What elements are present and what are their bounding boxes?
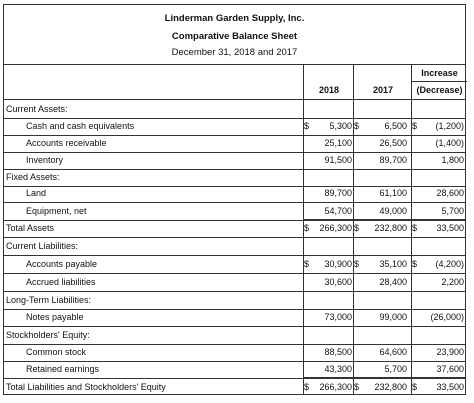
column-header-decrease: (Decrease) [416, 85, 463, 95]
row-label: Equipment, net [26, 206, 87, 216]
value-2017: 28,400 [379, 277, 407, 287]
subtotal-rule [412, 377, 466, 378]
table-row [4, 309, 465, 326]
dollar-sign: $ [304, 259, 310, 269]
value-2017: 89,700 [379, 155, 407, 165]
subtotal-rule [304, 219, 353, 220]
value-increase: (1,400) [435, 138, 464, 148]
table-row [4, 203, 465, 220]
value-2018: 91,500 [324, 155, 352, 165]
dollar-sign: $ [304, 223, 310, 233]
dollar-sign: $ [412, 259, 418, 269]
dollar-sign: $ [354, 382, 360, 392]
value-increase: (1,200) [435, 121, 464, 131]
subtotal-rule [304, 377, 353, 378]
dollar-sign: $ [304, 121, 310, 131]
dollar-sign: $ [354, 259, 360, 269]
row-label: Notes payable [26, 312, 84, 322]
subtotal-rule [354, 219, 411, 220]
company-name: Linderman Garden Supply, Inc. [164, 13, 305, 24]
value-increase: 1,800 [441, 155, 464, 165]
table-row [4, 327, 465, 344]
value-increase: (4,200) [435, 259, 464, 269]
header-divider [4, 99, 465, 100]
dollar-sign: $ [412, 223, 418, 233]
row-label: Retained earnings [26, 364, 100, 374]
title-block [4, 5, 465, 65]
value-increase: (26,000) [430, 312, 464, 322]
subtotal-rule [354, 377, 411, 378]
table-row [4, 344, 465, 361]
table-row [4, 256, 465, 273]
dollar-sign: $ [304, 382, 310, 392]
row-label: Current Liabilities: [6, 241, 79, 251]
column-header-2018: 2018 [318, 85, 340, 95]
row-label: Total Assets [6, 223, 55, 233]
value-2018: 5,300 [329, 121, 352, 131]
value-increase: 37,600 [436, 364, 464, 374]
value-increase: 33,500 [436, 223, 464, 233]
dollar-sign: $ [412, 382, 418, 392]
value-2017: 64,600 [379, 347, 407, 357]
table-row [4, 238, 465, 255]
value-2017: 35,100 [379, 259, 407, 269]
value-increase: 5,700 [441, 206, 464, 216]
table-row [4, 118, 465, 135]
value-2017: 49,000 [379, 206, 407, 216]
statement-title: Comparative Balance Sheet [171, 31, 298, 42]
table-row [4, 220, 465, 237]
row-label: Land [26, 188, 47, 198]
value-2018: 43,300 [324, 364, 352, 374]
value-2018: 30,600 [324, 277, 352, 287]
dollar-sign: $ [354, 121, 360, 131]
table-row [4, 292, 465, 309]
column-header-increase: Increase [421, 68, 458, 78]
value-2017: 6,500 [384, 121, 407, 131]
value-increase: 33,500 [436, 382, 464, 392]
row-label: Accrued liabilities [26, 277, 96, 287]
dollar-sign: $ [412, 121, 418, 131]
value-2018: 73,000 [324, 312, 352, 322]
row-label: Long-Term Liabilities: [6, 295, 92, 305]
value-increase: 28,600 [436, 188, 464, 198]
row-label: Total Liabilities and Stockholders' Equity [6, 382, 166, 392]
row-label: Common stock [26, 347, 87, 357]
table-row [4, 274, 465, 291]
value-increase: 23,900 [436, 347, 464, 357]
table-row [4, 135, 465, 152]
value-2017: 232,800 [374, 382, 407, 392]
value-2017: 99,000 [379, 312, 407, 322]
value-2018: 30,900 [324, 259, 352, 269]
increase-header-divider [412, 81, 467, 82]
row-label: Fixed Assets: [6, 172, 60, 182]
value-2017: 5,700 [384, 364, 407, 374]
value-2018: 25,100 [324, 138, 352, 148]
value-2018: 266,300 [319, 382, 352, 392]
table-row [4, 185, 465, 202]
value-2018: 266,300 [319, 223, 352, 233]
table-row [4, 379, 465, 396]
table-row [4, 169, 465, 186]
value-2018: 89,700 [324, 188, 352, 198]
table-row [4, 361, 465, 378]
row-label: Current Assets: [6, 104, 68, 114]
subtotal-rule [412, 219, 466, 220]
value-2017: 232,800 [374, 223, 407, 233]
row-label: Stockholders' Equity: [6, 330, 90, 340]
statement-date: December 31, 2018 and 2017 [171, 47, 298, 58]
value-2017: 61,100 [379, 188, 407, 198]
table-row [4, 152, 465, 169]
row-label: Inventory [26, 155, 64, 165]
row-label: Cash and cash equivalents [26, 121, 135, 131]
value-2017: 26,500 [379, 138, 407, 148]
value-2018: 54,700 [324, 206, 352, 216]
column-header-2017: 2017 [372, 85, 394, 95]
value-increase: 2,200 [441, 277, 464, 287]
value-2018: 88,500 [324, 347, 352, 357]
row-label: Accounts receivable [26, 138, 107, 148]
dollar-sign: $ [354, 223, 360, 233]
row-label: Accounts payable [26, 259, 98, 269]
table-row [4, 101, 465, 118]
balance-sheet [3, 4, 466, 395]
